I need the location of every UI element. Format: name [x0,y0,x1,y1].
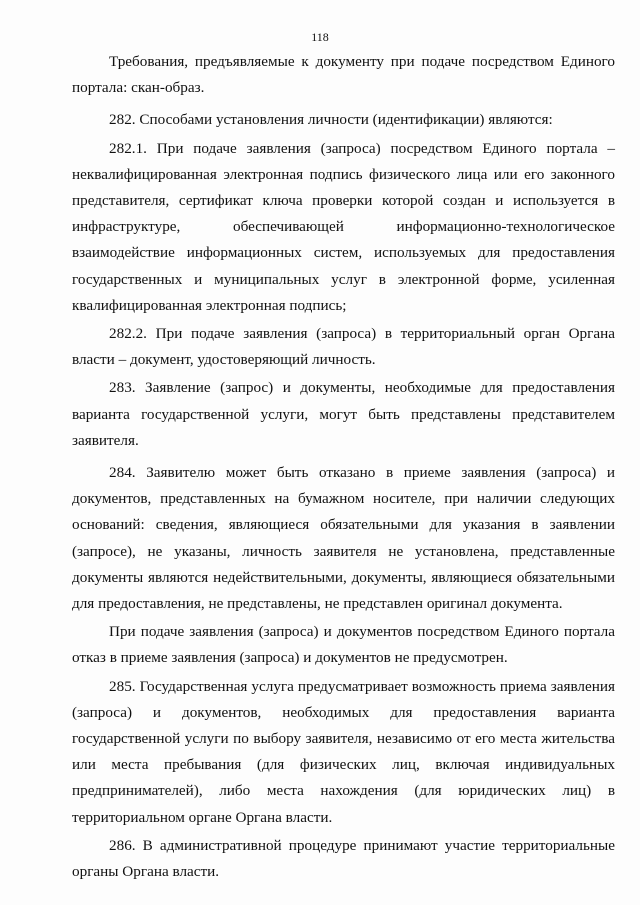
paragraph-282: 282. Способами установления личности (идентификации) являются: [109,111,553,129]
paragraph-286: 286. В административной процедуре принимают участие территориальные органы Органа власти. [72,836,615,881]
paragraph-scan-requirement: Требования, предъявляемые к документу при подаче посредством Единого портала: скан-образ. [72,53,615,97]
paragraph-282-2: 282.2. При подаче заявления (запроса) в территориальный орган Органа власти – документ, удостоверяющий личность. [72,325,615,369]
paragraph-portal-no-refusal: При подаче заявления (запроса) и документов посредством Единого портала отказ в приеме заявления (запроса) и документов не предусмотрен. [72,623,615,667]
page-number: 118 [311,30,329,44]
document-body [72,49,615,885]
paragraph-285: 285. Государственная услуга предусматривает возможность приема заявления (запроса) и документов, необходимых для предоставления варианта государственной услуги по выбору заявителя, независимо от его места жительства или места пребывания (для физических лиц, включая индивидуальных предпринимателей), либо места нахождения (для юридических лиц) в территориальном органе Органа власти. [72,677,615,826]
paragraph-284: 284. Заявителю может быть отказано в приеме заявления (запроса) и документов, представленных на бумажном носителе, при наличии следующих оснований: сведения, являющиеся обязательными для указания в заявлении (запросе), не указаны, личность заявителя не установлена, представленные документы являются недействительными, документы, являющиеся обязательными для предоставления, не представлены, не представлен оригинал документа. [72,464,615,613]
paragraph-282-1: 282.1. При подаче заявления (запроса) посредством Единого портала – неквалифицированная электронная подпись физического лица или его законного представителя, сертификат ключа проверки которой создан и используется в инфраструктуре, обеспечивающей информационно-технологическое взаимодействие информационных систем, используемых для предоставления государственных и муниципальных услуг в электронной форме, усиленная квалифицированная электронная подпись; [72,139,615,314]
paragraph-283: 283. Заявление (запрос) и документы, необходимые для предоставления варианта государственной услуги, могут быть представлены представителем заявителя. [72,379,615,449]
